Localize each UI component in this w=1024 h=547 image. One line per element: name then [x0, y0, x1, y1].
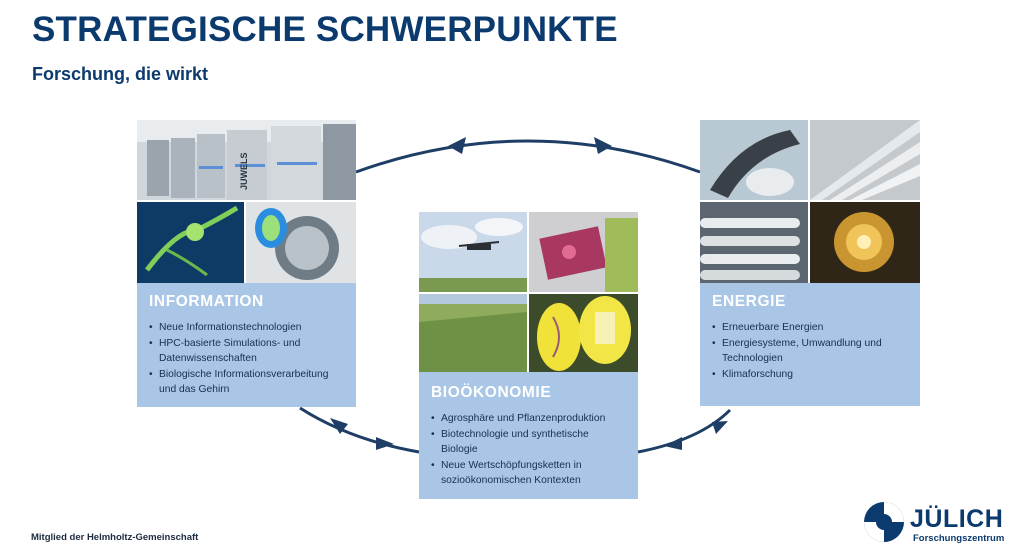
- biooekonomie-heading: BIOÖKONOMIE: [431, 384, 552, 401]
- footer-text: Mitglied der Helmholtz-Gemeinschaft: [31, 532, 199, 543]
- list-item: • Neue Informationstechnologien: [149, 320, 344, 336]
- energie-heading: ENERGIE: [712, 293, 786, 310]
- page-title: STRATEGISCHE SCHWERPUNKTE: [32, 10, 618, 49]
- list-item: • Agrosphäre und Pflanzenproduktion: [431, 411, 626, 427]
- arrow-head-right-b: [712, 421, 728, 434]
- information-photo-collage: [137, 120, 356, 283]
- arrow-head-top-left: [448, 137, 466, 154]
- list-item: • Biotechnologie und synthetische Biologie: [431, 427, 626, 458]
- cycle-arc-left: [300, 408, 419, 452]
- information-heading: INFORMATION: [149, 293, 264, 310]
- logo-subtitle: Forschungszentrum: [913, 533, 1005, 544]
- information-list: [149, 320, 344, 398]
- card-information: [137, 120, 356, 407]
- biooekonomie-photo-collage: [419, 212, 638, 372]
- arrow-head-left-b: [376, 437, 394, 450]
- energie-photo-collage: [700, 120, 920, 283]
- logo-name: JÜLICH: [910, 505, 1004, 533]
- cycle-arc-top: [356, 141, 700, 172]
- information-panel: [137, 283, 356, 407]
- biooekonomie-panel: [419, 372, 638, 499]
- page-subtitle: Forschung, die wirkt: [32, 64, 209, 84]
- juelich-logo: [862, 500, 1022, 545]
- card-biooekonomie: [419, 212, 638, 499]
- energie-panel: [700, 283, 920, 406]
- card-energie: [700, 120, 920, 406]
- list-item: • Neue Wertschöpfungsketten in sozioökonomischen Kontexten: [431, 458, 626, 489]
- juelich-logo-icon: [862, 500, 906, 544]
- list-item: • Energiesysteme, Umwandlung und Technologien: [712, 336, 908, 367]
- energie-list: [712, 320, 908, 382]
- arrow-head-top-right: [594, 137, 612, 154]
- list-item: • Klimaforschung: [712, 367, 908, 383]
- list-item: • Biologische Informationsverarbeitung und das Gehirn: [149, 367, 344, 398]
- list-item: • HPC-basierte Simulations- und Datenwissenschaften: [149, 336, 344, 367]
- juwels-label: JUWELS: [239, 152, 249, 190]
- list-item: • Erneuerbare Energien: [712, 320, 908, 336]
- biooekonomie-list: [431, 411, 626, 489]
